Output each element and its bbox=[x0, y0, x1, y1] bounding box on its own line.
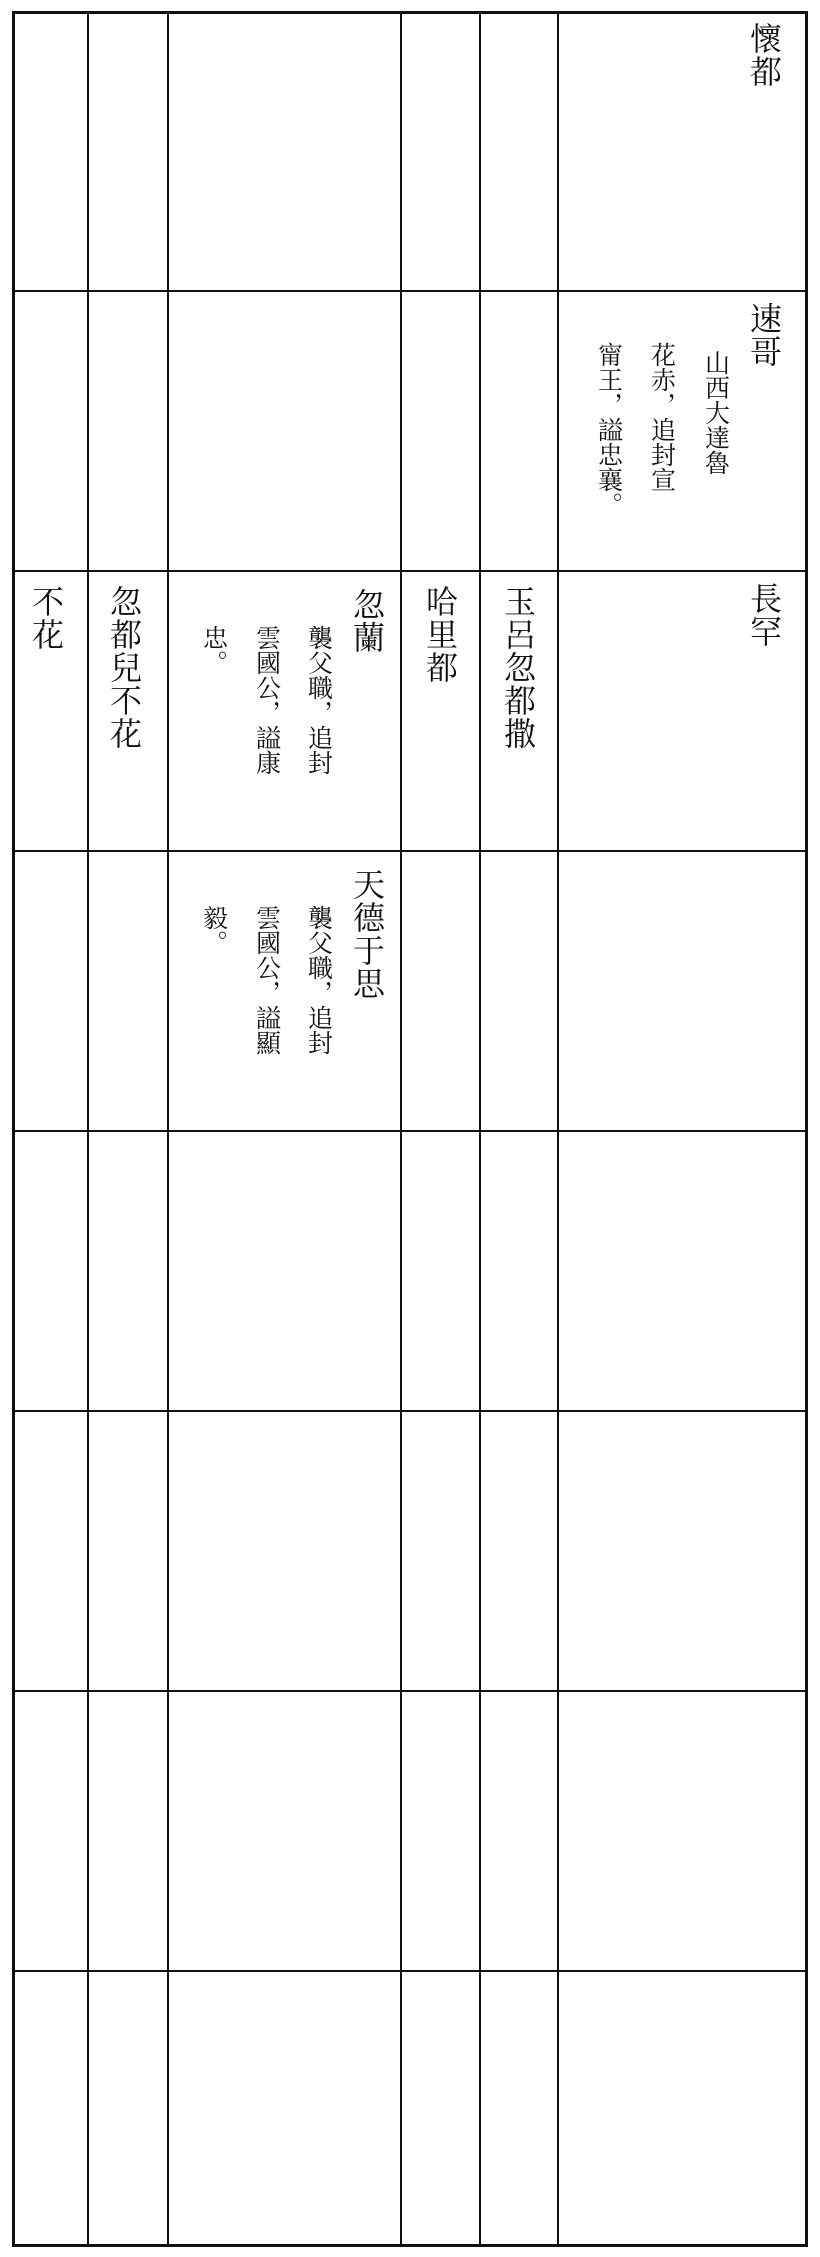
person-note-line: 雲國公，謚康 bbox=[252, 625, 282, 775]
person-name-changhan: 長罕 bbox=[745, 582, 783, 648]
row-divider bbox=[12, 1970, 808, 1972]
column-divider bbox=[479, 11, 481, 2247]
person-name-tiande-yusi: 天德于思 bbox=[348, 868, 386, 1000]
column-divider bbox=[557, 11, 559, 2247]
person-name-halidu: 哈里都 bbox=[421, 585, 459, 684]
person-note-line: 甯王，謚忠襄。 bbox=[594, 342, 624, 517]
person-note-line: 忠。 bbox=[199, 625, 229, 675]
person-name-huaidu: 懷都 bbox=[745, 22, 783, 88]
person-name-huduer-buhua: 忽都兒不花 bbox=[105, 585, 143, 750]
row-divider bbox=[12, 1130, 808, 1132]
person-note-line: 襲父職，追封 bbox=[304, 905, 334, 1055]
row-divider bbox=[12, 570, 808, 572]
person-name-suge: 速哥 bbox=[745, 302, 783, 368]
row-divider bbox=[12, 290, 808, 292]
row-divider bbox=[12, 850, 808, 852]
row-divider bbox=[12, 1410, 808, 1412]
row-divider bbox=[12, 1690, 808, 1692]
person-name-buhua: 不花 bbox=[27, 585, 65, 651]
person-name-hulan: 忽蘭 bbox=[348, 588, 386, 654]
person-note-line: 山西大達魯 bbox=[701, 350, 731, 475]
genealogy-table-frame bbox=[12, 11, 808, 2247]
person-note-line: 雲國公，謚顯 bbox=[252, 905, 282, 1055]
person-note-line: 毅。 bbox=[199, 905, 229, 955]
person-note-line: 襲父職，追封 bbox=[304, 625, 334, 775]
person-name-yulu-huduosa: 玉呂忽都撒 bbox=[499, 585, 537, 750]
person-note-line: 花赤，追封宣 bbox=[647, 342, 677, 492]
column-divider bbox=[167, 11, 169, 2247]
column-divider bbox=[400, 11, 402, 2247]
column-divider bbox=[87, 11, 89, 2247]
